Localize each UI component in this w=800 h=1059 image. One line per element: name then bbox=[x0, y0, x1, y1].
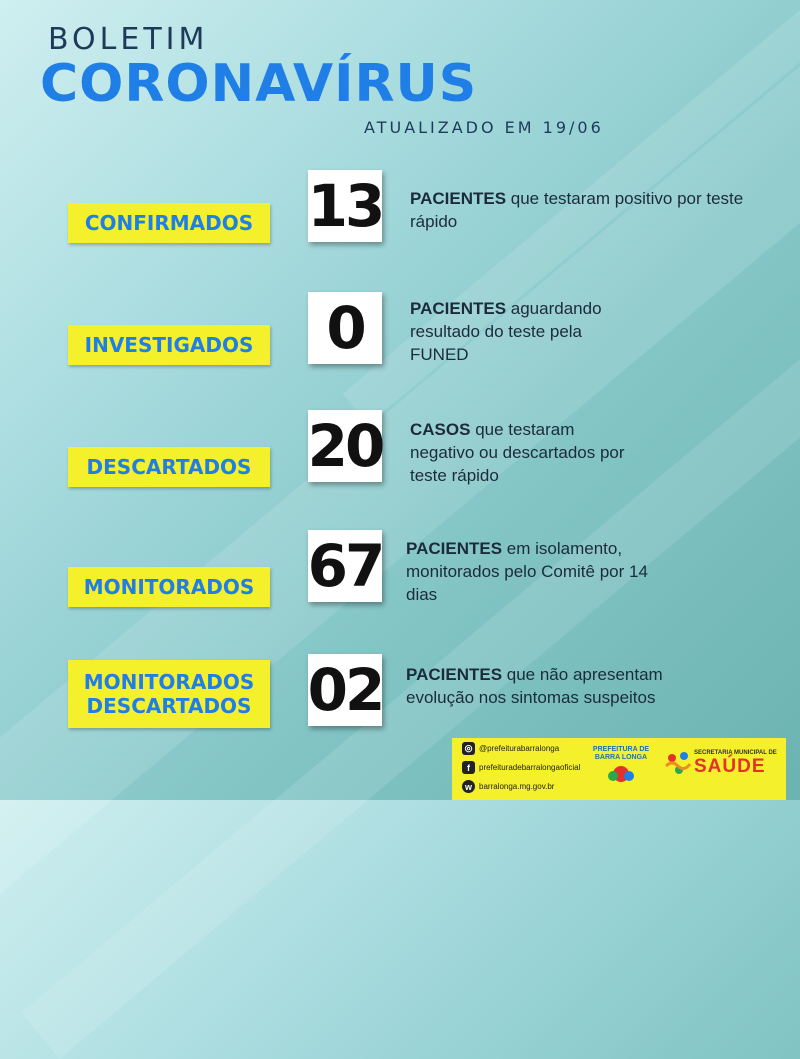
desc-descartados bbox=[410, 418, 630, 487]
instagram-icon: ◎ bbox=[462, 742, 475, 755]
desc-monitorados bbox=[406, 537, 666, 606]
value-monitorados: 67 bbox=[307, 532, 383, 600]
desc-bold: PACIENTES bbox=[406, 665, 503, 684]
desc-text: aguardando resultado do teste pela FUNED bbox=[410, 299, 602, 364]
website-url: barralonga.mg.gov.br bbox=[479, 782, 555, 791]
label-confirmados: CONFIRMADOS bbox=[68, 203, 270, 243]
desc-bold: PACIENTES bbox=[406, 539, 503, 558]
saude-people-icon bbox=[664, 750, 694, 784]
title-coronavirus: CORONAVÍRUS bbox=[40, 54, 478, 114]
label-monitorados: MONITORADOS bbox=[68, 567, 270, 607]
updated-date: ATUALIZADO EM 19/06 bbox=[364, 118, 604, 137]
value-confirmados: 13 bbox=[307, 172, 383, 240]
desc-bold: PACIENTES bbox=[410, 189, 507, 208]
value-investigados: 0 bbox=[308, 292, 382, 364]
desc-text: em isolamento, monitorados pelo Comitê por 14 dias bbox=[406, 539, 648, 604]
desc-bold: CASOS bbox=[410, 420, 471, 439]
prefeitura-emblem-icon bbox=[601, 762, 641, 784]
instagram-row[interactable] bbox=[462, 742, 559, 755]
value-monitorados-descartados: 02 bbox=[307, 656, 383, 724]
footer-bar bbox=[452, 738, 786, 800]
desc-text: que testaram negativo ou descartados por teste rápido bbox=[410, 420, 625, 485]
label-investigados: INVESTIGADOS bbox=[68, 325, 270, 365]
saude-title: SAÚDE bbox=[694, 756, 766, 777]
facebook-icon: f bbox=[462, 761, 475, 774]
instagram-handle: @prefeiturabarralonga bbox=[479, 744, 560, 753]
prefeitura-logo-text: PREFEITURA DE BARRA LONGA bbox=[592, 746, 650, 761]
label-monitorados-descartados: MONITORADOS DESCARTADOS bbox=[68, 660, 270, 728]
facebook-handle: prefeituradebarralongaoficial bbox=[479, 763, 581, 772]
desc-monitorados-descartados bbox=[406, 663, 706, 709]
value-descartados: 20 bbox=[307, 412, 383, 480]
website-row[interactable] bbox=[462, 780, 554, 793]
desc-text: que não apresentam evolução nos sintomas suspeitos bbox=[406, 665, 663, 707]
saude-subtitle: SECRETARIA MUNICIPAL DE bbox=[694, 750, 777, 756]
desc-confirmados bbox=[410, 187, 770, 233]
web-icon: w bbox=[462, 780, 475, 793]
label-descartados: DESCARTADOS bbox=[68, 447, 270, 487]
prefeitura-logo bbox=[592, 746, 650, 787]
facebook-row[interactable] bbox=[462, 761, 580, 774]
desc-investigados bbox=[410, 297, 640, 366]
desc-text: que testaram positivo por teste rápido bbox=[410, 189, 744, 231]
desc-bold: PACIENTES bbox=[410, 299, 507, 318]
saude-logo bbox=[664, 750, 780, 778]
title-boletim: BOLETIM bbox=[48, 22, 209, 57]
